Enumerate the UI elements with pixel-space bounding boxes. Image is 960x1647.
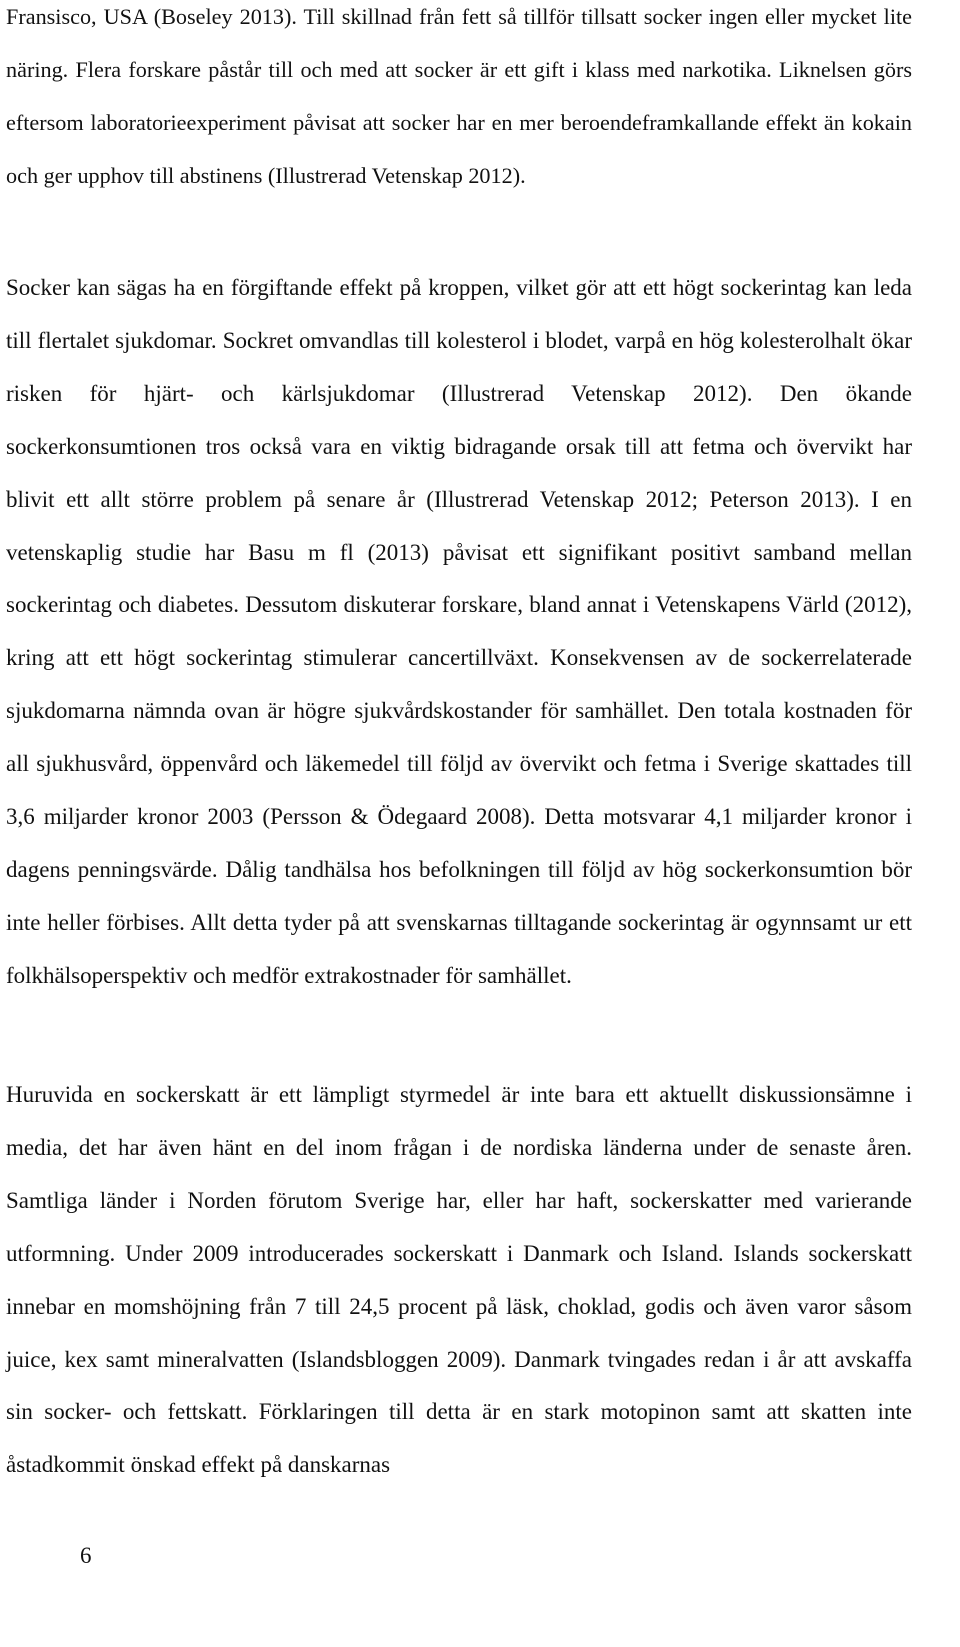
page-number: 6 [80,1543,92,1568]
paragraph-sugar-health-effects: Socker kan sägas ha en förgiftande effekt på kroppen, vilket gör att ett högt sockerintag kan leda till flertalet sjukdomar. Sockret omvandlas till kolesterol i blodet, varpå en hög kolesterolhalt ökar risken för hjärt- och kärlsjukdomar (Illustrerad Vetenskap 2012). Den ökande sockerkonsumtionen tros också vara en viktig bidragande orsak till att fetma och övervikt har blivit ett allt större problem på senare år (Illustrerad Vetenskap 2012; Peterson 2013). I en vetenskaplig studie har Basu m fl (2013) påvisat ett signifikant positivt samband mellan sockerintag och diabetes. Dessutom diskuterar forskare, bland annat i Vetenskapens Värld (2012), kring att ett högt sockerintag stimulerar cancertillväxt. Konsekvensen av de sockerrelaterade sjukdomarna nämnda ovan är högre sjukvårdskostander för samhället. Den totala kostnaden för all sjukhusvård, öppenvård och läkemedel till följd av övervikt och fetma i Sverige skattades till 3,6 miljarder kronor 2003 (Persson & Ödegaard 2008). Detta motsvarar 4,1 miljarder kronor i dagens penningsvärde. Dålig tandhälsa hos befolkningen till följd av hög sockerkonsumtion bör inte heller förbises. Allt detta tyder på att svenskarnas tilltagande sockerintag är ogynnsamt ur ett folkhälsoperspektiv och medför extrakostnader för samhället. [6,275,912,988]
paragraph-sugar-tax-nordic: Huruvida en sockerskatt är ett lämpligt styrmedel är inte bara ett aktuellt diskussionsämne i media, det har även hänt en del inom frågan i de nordiska länderna under de senaste åren. Samtliga länder i Norden förutom Sverige har, eller har haft, sockerskatter med varierande utformning. Under 2009 introducerades sockerskatt i Danmark och Island. Islands sockerskatt innebar en momshöjning från 7 till 24,5 procent på läsk, choklad, godis och även varor såsom juice, kex samt mineralvatten (Islandsbloggen 2009). Danmark tvingades redan i år att avskaffa sin socker- och fettskatt. Förklaringen till detta är en stark motopinon samt att skatten inte åstadkommit önskad effekt på danskarnas [6,1082,912,1478]
paragraph-sugar-nutrition: Fransisco, USA (Boseley 2013). Till skillnad från fett så tillför tillsatt socker ingen eller mycket lite näring. Flera forskare påstår till och med att socker är ett gift i klass med narkotika. Liknelsen görs eftersom laboratorieexperiment påvisat att socker har en mer beroendeframkallande effekt än kokain och ger upphov till abstinens (Illustrerad Vetenskap 2012). [6,4,912,188]
